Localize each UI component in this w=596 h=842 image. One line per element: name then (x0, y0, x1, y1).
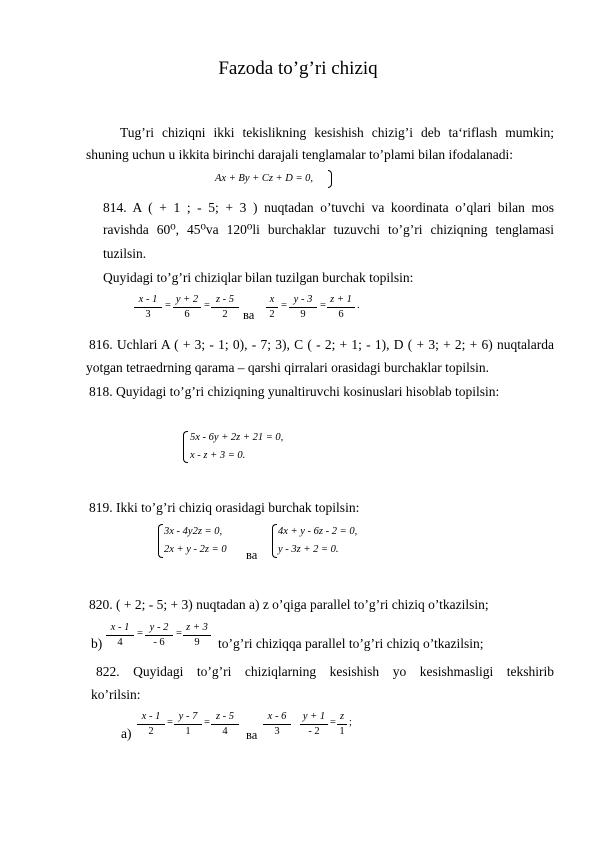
period: . (357, 300, 360, 311)
page-title: Fazoda to’g’ri chiziq (218, 58, 378, 79)
fraction-z-minus-5-over-2: $\frac{z - 5}{2}$ (211, 294, 239, 321)
fraction-y-minus-2-over-minus-6: $\frac{y - 2}{- 6}$ (145, 622, 173, 649)
equals-sign: = (137, 628, 143, 639)
equals-sign: = (330, 717, 336, 728)
equals-sign: = (204, 300, 210, 311)
conjunction-va: ва (246, 728, 258, 742)
equals-sign: = (204, 717, 210, 728)
equation-brace (328, 170, 332, 188)
system-brace (272, 524, 277, 558)
problem-820-line-1: 820. ( + 2; - 5; + 3) nuqtadan a) z o’qiga parallel to’g’ri chiziq o’tkazilsin; (89, 597, 489, 612)
fraction-z-minus-5-over-4: $\frac{z - 5}{4}$ (211, 711, 239, 738)
plane-equation: Ax + By + Cz + D = 0, (215, 173, 314, 184)
problem-815-text: Quyidagi to’g’ri chiziqlar bilan tuzilgan burchak topilsin: (103, 270, 414, 285)
system-819a-eq-1: 3x - 4y2z = 0, (164, 526, 223, 537)
problem-819-text: 819. Ikki to’g’ri chiziq orasidagi burchak topilsin: (89, 500, 360, 515)
conjunction-va: ва (243, 308, 255, 322)
fraction-x-minus-1-over-2: $\frac{x - 1}{2}$ (137, 711, 165, 738)
fraction-z-over-1: $\frac{z}{1}$ (337, 711, 347, 738)
problem-816-line-2: yotgan tetraedrning qarama – qarshi qirralari orasidagi burchaklar topilsin. (86, 360, 489, 375)
fraction-x-over-2: $\frac{x}{2}$ (266, 294, 278, 321)
system-brace (183, 431, 188, 463)
problem-814-line-2: ravishda 60⁰, 45⁰va 120⁰li burchaklar tuzuvchi to’g’ri chiziqning tenglamasi (103, 222, 554, 237)
fraction-z-plus-1-over-6: $\frac{z + 1}{6}$ (327, 294, 355, 321)
fraction-z-plus-3-over-9: $\frac{z + 3}{9}$ (183, 622, 211, 649)
part-b-label: b) (91, 636, 103, 651)
fraction-y-plus-2-over-6: $\frac{y + 2}{6}$ (173, 294, 201, 321)
equals-sign: = (167, 717, 173, 728)
conjunction-va: ва (246, 548, 258, 562)
part-a-label: a) (121, 726, 132, 741)
fraction-x-minus-6-over-3: $\frac{x - 6}{3}$ (263, 711, 291, 738)
system-818-eq-2: x - z + 3 = 0. (190, 450, 246, 461)
problem-820-part-b-text: to’g’ri chiziqqa parallel to’g’ri chiziq o’tkazilsin; (218, 636, 484, 651)
system-819b-eq-1: 4x + y - 6z - 2 = 0, (278, 526, 358, 537)
equals-sign: = (320, 300, 326, 311)
problem-816-line-1: 816. Uchlari A ( + 3; - 1; 0), - 7; 3), C ( - 2; + 1; - 1), D ( + 3; + 2; + 6) nuqtalarda (89, 337, 554, 352)
system-819a-eq-2: 2x + y - 2z = 0 (164, 544, 227, 555)
problem-818-text: 818. Quyidagi to’g’ri chiziqning yunaltiruvchi kosinuslari hisoblab topilsin: (89, 384, 500, 399)
equals-sign: = (176, 628, 182, 639)
intro-line-2: shuning uchun u ikkita birinchi darajali tenglamalar to’plami bilan ifodalanadi: (86, 147, 514, 162)
equals-sign: = (165, 300, 171, 311)
fraction-x-minus-1-over-4: $\frac{x - 1}{4}$ (106, 622, 134, 649)
system-brace (158, 524, 163, 558)
problem-814-line-3: tuzilsin. (103, 246, 147, 261)
system-819b-eq-2: y - 3z + 2 = 0. (278, 544, 339, 555)
fraction-y-minus-7-over-1: $\frac{y - 7}{1}$ (174, 711, 202, 738)
intro-line-1: Tug’ri chiziqni ikki tekislikning kesishish chizig’i deb ta‘riflash mumkin; (120, 125, 554, 140)
problem-814-line-1: 814. A ( + 1 ; - 5; + 3 ) nuqtadan o’tuvchi va koordinata o’qlari bilan mos (103, 200, 554, 215)
fraction-y-plus-1-over-minus-2: $\frac{y + 1}{- 2}$ (300, 711, 328, 738)
fraction-y-minus-3-over-9: $\frac{y - 3}{9}$ (289, 294, 317, 321)
system-818-eq-1: 5x - 6y + 2z + 21 = 0, (190, 432, 284, 443)
problem-822-line-1: 822. Quyidagi to’g’ri chiziqlarning kesishish yo kesishmasligi tekshirib (96, 664, 554, 679)
problem-822-line-2: ko’rilsin: (91, 687, 141, 702)
fraction-x-minus-1-over-3: $\frac{x - 1}{3}$ (134, 294, 162, 321)
equals-sign: = (281, 300, 287, 311)
semicolon: ; (349, 717, 352, 728)
